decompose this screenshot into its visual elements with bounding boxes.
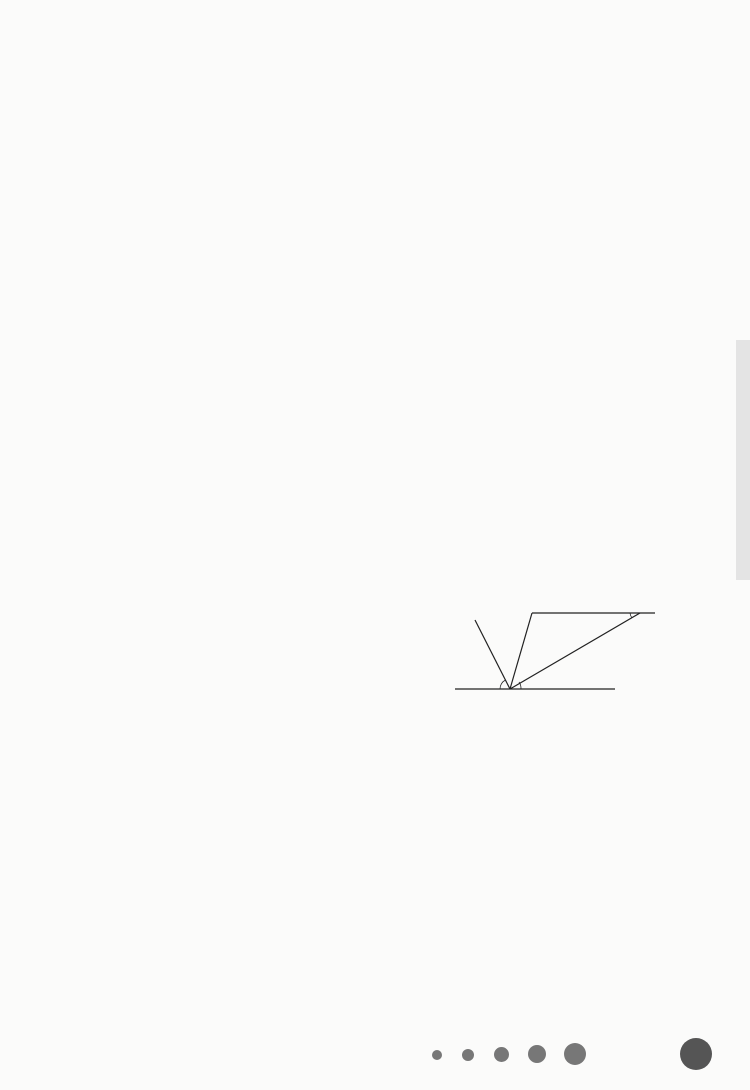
decor-dot xyxy=(494,1047,509,1062)
decor-dot xyxy=(528,1045,546,1063)
decor-dot xyxy=(432,1050,442,1060)
figure-question-25 xyxy=(450,605,665,745)
page-number xyxy=(680,1038,712,1070)
segment-od xyxy=(510,613,640,689)
side-band xyxy=(736,340,750,580)
ray-oc xyxy=(475,620,510,689)
decor-dot xyxy=(564,1043,586,1065)
decor-dot xyxy=(462,1049,474,1061)
